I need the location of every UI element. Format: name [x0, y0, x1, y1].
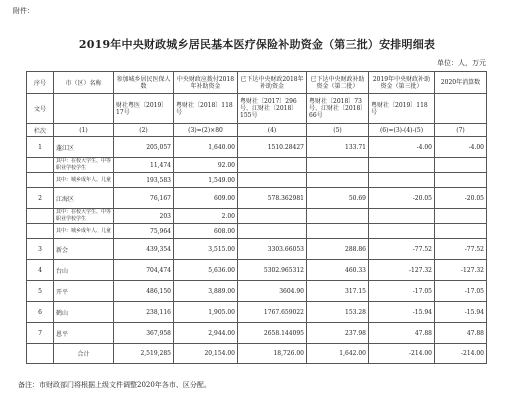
doc-2018: 粤财社〔2018〕73号、江财社〔2018〕66号	[307, 94, 369, 124]
header-row	[27, 72, 487, 94]
col-index-6: (6)=(3)-(4)-(5)	[369, 124, 435, 137]
header-consume: 2020年消算数	[435, 72, 487, 94]
doc-city-empty	[54, 94, 114, 124]
table-row: 其中：在校大学生、中等职业学校学生 11,474 92.00	[27, 158, 487, 173]
wenhao-label: 文号	[27, 94, 54, 124]
doc-consume-empty	[435, 94, 487, 124]
lanci-label: 栏次	[27, 124, 54, 137]
table-row: 6 鹤山 238,116 1,905.00 1767.659022 153.28 -15.94 -15.94	[27, 302, 487, 323]
table-row: 其中：城乡成年人、儿童 75,964 608.00	[27, 224, 487, 239]
header-batch3: 2019年中央财政补助资金（第三批）	[369, 72, 435, 94]
total-row: 合计 2,519,285 20,154.00 18,726.00 1,642.00 -214.00 -214.00	[27, 344, 487, 364]
table-row: 其中：在校大学生、中等职业学校学生 203 2.00	[27, 209, 487, 224]
header-insured: 参加城乡居民医保人数	[114, 72, 174, 94]
table-row: 2 江海区 76,167 609.00 578.362981 50.69 -20.05 -20.05	[27, 188, 487, 209]
doc-2017: 粤财社〔2017〕296号、江财社〔2018〕155号	[238, 94, 307, 124]
col-index-5: (5)	[307, 124, 369, 137]
table-row: 7 恩平 367,958 2,944.00 2658.144095 237.98 47.88 47.88	[27, 323, 487, 344]
header-allocated: 中央财政应拨付2018年补助资金	[174, 72, 238, 94]
doc-batch3: 粤财社〔2019〕118号	[369, 94, 435, 124]
unit-label: 单位：人，万元	[437, 59, 486, 67]
page-title: 2019年中央财政城乡居民基本医疗保险补助资金（第三批）安排明细表	[78, 38, 436, 51]
table-row: 5 开平 486,150 3,889.00 3604.90 317.15 -17.05 -17.05	[27, 281, 487, 302]
table-row: 1 蓬江区 205,057 1,640.00 1510.28427 133.71 -4.00 -4.00	[27, 137, 487, 158]
col-index-1: (1)	[54, 124, 114, 137]
column-index-row	[27, 124, 487, 137]
col-index-4: (4)	[238, 124, 307, 137]
attachment-label: 附件：	[13, 7, 34, 15]
header-issued-2017: 已下达中央财政2018年补助资金	[238, 72, 307, 94]
header-issued-2018: 已下达中央财政补助资金（第二批）	[307, 72, 369, 94]
doc-allocated: 粤财社〔2018〕118号	[174, 94, 238, 124]
col-index-3: (3)=(2)×80	[174, 124, 238, 137]
footnote: 备注：市财政部门将根据上级文件调整2020年各市、区分配。	[18, 381, 211, 389]
allocation-table	[26, 71, 487, 364]
table-row: 4 台山 704,474 5,636.00 5302.965312 460.33 -127.32 -127.32	[27, 260, 487, 281]
doc-insured: 财社粤医〔2019〕17号	[114, 94, 174, 124]
header-city: 市（区）名称	[54, 72, 114, 94]
col-index-7: (7)	[435, 124, 487, 137]
table-row: 3 新会 439,354 3,515.00 3303.66053 288.86 -77.52 -77.52	[27, 239, 487, 260]
header-seq: 序号	[27, 72, 54, 94]
table-row: 其中：城乡成年人、儿童 193,583 1,549.00	[27, 173, 487, 188]
col-index-2: (2)	[114, 124, 174, 137]
doc-number-row	[27, 94, 487, 124]
